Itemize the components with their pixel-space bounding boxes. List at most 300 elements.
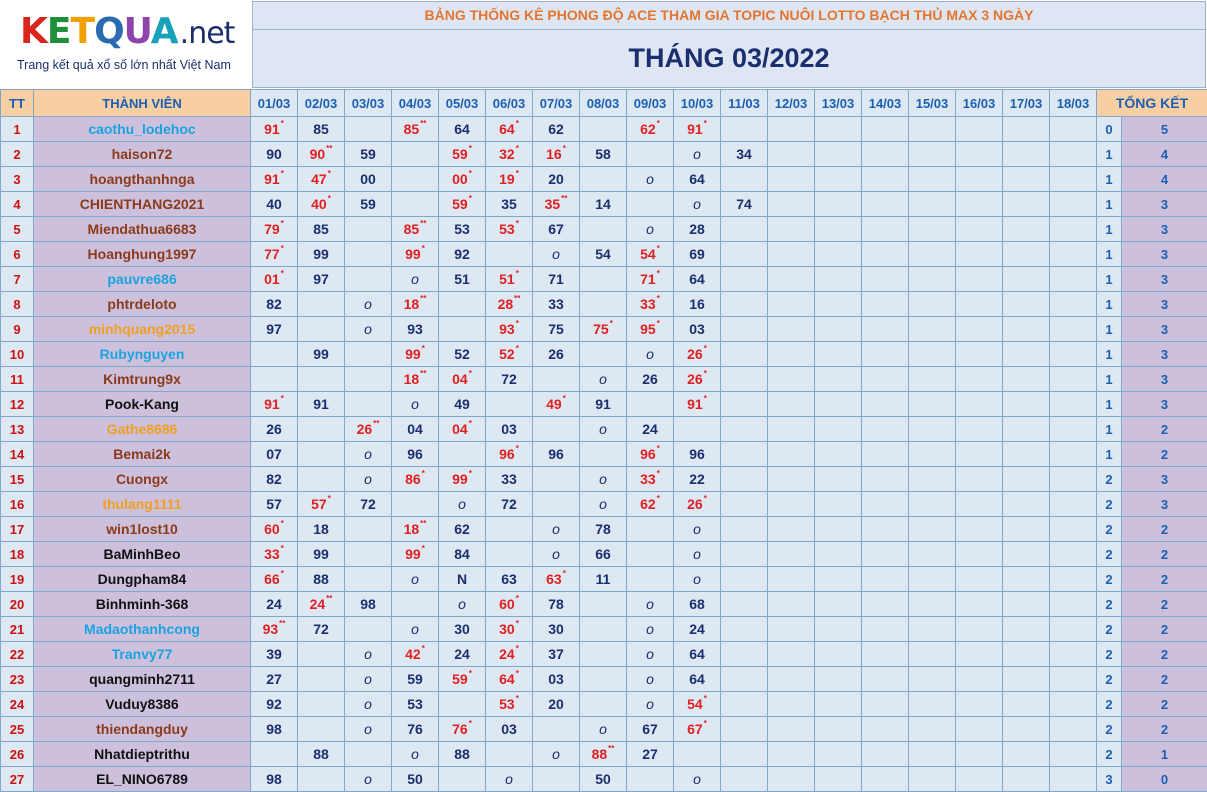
table-row (1, 292, 1207, 317)
col-header-day: 06/03 (486, 90, 533, 117)
member-name: Hoanghung1997 (34, 242, 251, 267)
day-cell: 42* (392, 642, 439, 667)
day-cell (721, 167, 768, 192)
summary-first: 1 (1097, 142, 1122, 167)
summary-first: 3 (1097, 767, 1122, 792)
day-cell (862, 592, 909, 617)
day-cell (1050, 517, 1097, 542)
day-cell (1003, 567, 1050, 592)
day-cell: o (580, 492, 627, 517)
day-cell: 96* (486, 442, 533, 467)
day-cell (815, 442, 862, 467)
day-cell: 01* (251, 267, 298, 292)
day-cell (1003, 142, 1050, 167)
summary-first: 1 (1097, 417, 1122, 442)
day-cell (251, 367, 298, 392)
day-cell (862, 342, 909, 367)
day-cell: o (580, 367, 627, 392)
day-cell (956, 692, 1003, 717)
day-cell (768, 292, 815, 317)
col-header-day: 09/03 (627, 90, 674, 117)
day-cell (956, 442, 1003, 467)
day-cell: 62* (627, 492, 674, 517)
day-cell (768, 267, 815, 292)
day-cell: 64* (486, 117, 533, 142)
day-cell (768, 542, 815, 567)
day-cell: o (580, 717, 627, 742)
day-cell (862, 392, 909, 417)
summary-second: 2 (1122, 617, 1207, 642)
summary-first: 1 (1097, 367, 1122, 392)
day-cell (721, 467, 768, 492)
day-cell: 59 (345, 192, 392, 217)
day-cell (909, 242, 956, 267)
summary-first: 2 (1097, 742, 1122, 767)
day-cell (721, 617, 768, 642)
summary-second: 3 (1122, 217, 1207, 242)
day-cell: 66* (251, 567, 298, 592)
day-cell (439, 767, 486, 792)
day-cell: 51* (486, 267, 533, 292)
day-cell: 28** (486, 292, 533, 317)
day-cell (909, 342, 956, 367)
day-cell: 39 (251, 642, 298, 667)
day-cell: 64 (674, 267, 721, 292)
summary-first: 2 (1097, 717, 1122, 742)
day-cell (909, 267, 956, 292)
day-cell: 24 (674, 617, 721, 642)
day-cell (768, 492, 815, 517)
day-cell (815, 417, 862, 442)
day-cell: o (533, 742, 580, 767)
day-cell: 58 (580, 142, 627, 167)
summary-second: 2 (1122, 592, 1207, 617)
day-cell (815, 117, 862, 142)
day-cell (345, 342, 392, 367)
day-cell: 85** (392, 117, 439, 142)
summary-first: 1 (1097, 442, 1122, 467)
member-name: Nhatdieptrithu (34, 742, 251, 767)
day-cell (768, 592, 815, 617)
day-cell (721, 317, 768, 342)
day-cell: o (674, 517, 721, 542)
day-cell (768, 642, 815, 667)
day-cell (862, 492, 909, 517)
day-cell (768, 167, 815, 192)
day-cell: 18** (392, 367, 439, 392)
day-cell: o (486, 767, 533, 792)
day-cell: 92 (251, 692, 298, 717)
day-cell (1003, 342, 1050, 367)
day-cell (815, 767, 862, 792)
day-cell: o (580, 417, 627, 442)
member-name: Tranvy77 (34, 642, 251, 667)
day-cell (862, 117, 909, 142)
summary-second: 0 (1122, 767, 1207, 792)
day-cell (580, 342, 627, 367)
summary-second: 2 (1122, 517, 1207, 542)
table-row (1, 167, 1207, 192)
member-name: Vuduy8386 (34, 692, 251, 717)
day-cell: 96* (627, 442, 674, 467)
day-cell: 53* (486, 217, 533, 242)
day-cell: o (627, 667, 674, 692)
day-cell (1003, 117, 1050, 142)
day-cell: o (392, 267, 439, 292)
day-cell (815, 492, 862, 517)
day-cell (345, 567, 392, 592)
day-cell: 34 (721, 142, 768, 167)
day-cell: 96 (674, 442, 721, 467)
day-cell (909, 642, 956, 667)
day-cell: 19* (486, 167, 533, 192)
month-title: THÁNG 03/2022 (252, 30, 1206, 88)
day-cell (580, 642, 627, 667)
logo-tagline: Trang kết quả xổ số lớn nhất Việt Nam (17, 58, 231, 72)
day-cell: 26 (533, 342, 580, 367)
col-header-day: 16/03 (956, 90, 1003, 117)
day-cell: 57 (251, 492, 298, 517)
day-cell (345, 742, 392, 767)
summary-first: 1 (1097, 167, 1122, 192)
member-name: haison72 (34, 142, 251, 167)
day-cell (956, 217, 1003, 242)
day-cell (721, 217, 768, 242)
day-cell (345, 617, 392, 642)
day-cell (392, 142, 439, 167)
day-cell: o (392, 617, 439, 642)
summary-second: 2 (1122, 642, 1207, 667)
day-cell (768, 442, 815, 467)
row-number: 15 (1, 467, 34, 492)
day-cell: 26** (345, 417, 392, 442)
day-cell (721, 117, 768, 142)
day-cell (956, 667, 1003, 692)
summary-first: 1 (1097, 192, 1122, 217)
day-cell: o (533, 242, 580, 267)
day-cell (1003, 642, 1050, 667)
day-cell (768, 342, 815, 367)
summary-second: 3 (1122, 192, 1207, 217)
col-header-summary: TỔNG KẾT (1097, 90, 1207, 117)
row-number: 18 (1, 542, 34, 567)
row-number: 17 (1, 517, 34, 542)
day-cell: 99* (392, 342, 439, 367)
day-cell: 97 (251, 317, 298, 342)
day-cell (1050, 117, 1097, 142)
day-cell (956, 492, 1003, 517)
summary-second: 3 (1122, 292, 1207, 317)
row-number: 22 (1, 642, 34, 667)
day-cell: o (627, 692, 674, 717)
day-cell (1003, 617, 1050, 642)
day-cell (580, 617, 627, 642)
day-cell: 24** (298, 592, 345, 617)
day-cell: 96 (392, 442, 439, 467)
day-cell (1003, 767, 1050, 792)
table-row (1, 142, 1207, 167)
col-header-day: 05/03 (439, 90, 486, 117)
day-cell: o (674, 192, 721, 217)
day-cell: 04* (439, 367, 486, 392)
day-cell (439, 317, 486, 342)
member-name: minhquang2015 (34, 317, 251, 342)
day-cell (345, 542, 392, 567)
day-cell: 60* (486, 592, 533, 617)
day-cell (862, 567, 909, 592)
day-cell (721, 692, 768, 717)
summary-second: 3 (1122, 367, 1207, 392)
member-name: Rubynguyen (34, 342, 251, 367)
day-cell: o (345, 467, 392, 492)
day-cell (862, 292, 909, 317)
day-cell: 24 (439, 642, 486, 667)
summary-second: 2 (1122, 442, 1207, 467)
summary-first: 2 (1097, 492, 1122, 517)
day-cell: 59 (345, 142, 392, 167)
day-cell (862, 617, 909, 642)
col-header-day: 12/03 (768, 90, 815, 117)
day-cell: 92 (439, 242, 486, 267)
row-number: 12 (1, 392, 34, 417)
day-cell (862, 542, 909, 567)
table-row (1, 517, 1207, 542)
summary-second: 3 (1122, 467, 1207, 492)
member-name: BaMinhBeo (34, 542, 251, 567)
col-header-day: 13/03 (815, 90, 862, 117)
day-cell (768, 767, 815, 792)
member-name: thulang1111 (34, 492, 251, 517)
day-cell (298, 317, 345, 342)
day-cell (1050, 417, 1097, 442)
day-cell: o (439, 492, 486, 517)
day-cell: 51 (439, 267, 486, 292)
day-cell (345, 117, 392, 142)
day-cell (345, 242, 392, 267)
day-cell: 98 (251, 767, 298, 792)
day-cell: 20 (533, 167, 580, 192)
day-cell: 63 (486, 567, 533, 592)
day-cell (909, 592, 956, 617)
summary-first: 1 (1097, 217, 1122, 242)
summary-first: 2 (1097, 617, 1122, 642)
day-cell: 90** (298, 142, 345, 167)
col-header-day: 01/03 (251, 90, 298, 117)
day-cell (956, 142, 1003, 167)
day-cell (909, 217, 956, 242)
col-header-tt: TT (1, 90, 34, 117)
day-cell: 18 (298, 517, 345, 542)
day-cell: 30 (439, 617, 486, 642)
day-cell (815, 542, 862, 567)
day-cell: 24 (251, 592, 298, 617)
day-cell (721, 267, 768, 292)
summary-first: 1 (1097, 242, 1122, 267)
col-header-day: 04/03 (392, 90, 439, 117)
day-cell (1003, 292, 1050, 317)
day-cell: 91* (251, 167, 298, 192)
day-cell (956, 342, 1003, 367)
day-cell (1050, 217, 1097, 242)
day-cell (721, 592, 768, 617)
day-cell (1050, 267, 1097, 292)
day-cell: 64 (439, 117, 486, 142)
day-cell (909, 292, 956, 317)
day-cell: 68 (674, 592, 721, 617)
row-number: 11 (1, 367, 34, 392)
day-cell (439, 442, 486, 467)
day-cell: 88** (580, 742, 627, 767)
day-cell (815, 192, 862, 217)
col-header-day: 07/03 (533, 90, 580, 117)
day-cell (627, 517, 674, 542)
day-cell (862, 767, 909, 792)
day-cell (580, 292, 627, 317)
day-cell: 03 (486, 717, 533, 742)
row-number: 5 (1, 217, 34, 242)
day-cell (909, 367, 956, 392)
day-cell (674, 742, 721, 767)
row-number: 8 (1, 292, 34, 317)
day-cell (862, 167, 909, 192)
summary-second: 5 (1122, 117, 1207, 142)
day-cell (486, 542, 533, 567)
day-cell: o (345, 692, 392, 717)
summary-first: 2 (1097, 692, 1122, 717)
day-cell (815, 267, 862, 292)
table-row (1, 717, 1207, 742)
day-cell: 40 (251, 192, 298, 217)
table-row (1, 667, 1207, 692)
day-cell (956, 192, 1003, 217)
day-cell: o (674, 567, 721, 592)
day-cell (721, 367, 768, 392)
day-cell (1003, 717, 1050, 742)
day-cell (580, 592, 627, 617)
day-cell (1003, 417, 1050, 442)
day-cell (909, 767, 956, 792)
day-cell (909, 492, 956, 517)
day-cell (956, 717, 1003, 742)
member-name: Gathe8686 (34, 417, 251, 442)
member-name: phtrdeloto (34, 292, 251, 317)
day-cell (298, 417, 345, 442)
day-cell (1050, 717, 1097, 742)
day-cell (815, 642, 862, 667)
day-cell (815, 317, 862, 342)
day-cell (298, 442, 345, 467)
day-cell: 77* (251, 242, 298, 267)
day-cell: 33 (533, 292, 580, 317)
day-cell (627, 392, 674, 417)
day-cell (768, 192, 815, 217)
summary-second: 2 (1122, 717, 1207, 742)
day-cell: 99* (392, 542, 439, 567)
day-cell: 47* (298, 167, 345, 192)
day-cell: 72 (486, 367, 533, 392)
table-row (1, 417, 1207, 442)
day-cell: o (674, 767, 721, 792)
day-cell: 98 (251, 717, 298, 742)
day-cell: 93 (392, 317, 439, 342)
summary-first: 1 (1097, 267, 1122, 292)
ketqua-logo[interactable] (0, 0, 250, 88)
summary-second: 2 (1122, 542, 1207, 567)
day-cell: 64 (674, 642, 721, 667)
day-cell: 93** (251, 617, 298, 642)
day-cell (1003, 217, 1050, 242)
day-cell (580, 217, 627, 242)
day-cell (815, 517, 862, 542)
day-cell: 50 (580, 767, 627, 792)
day-cell (721, 567, 768, 592)
day-cell (721, 417, 768, 442)
day-cell (1003, 592, 1050, 617)
day-cell: 18** (392, 292, 439, 317)
day-cell (392, 492, 439, 517)
day-cell (956, 542, 1003, 567)
day-cell: 82 (251, 292, 298, 317)
day-cell: o (674, 142, 721, 167)
day-cell (909, 142, 956, 167)
col-header-day: 03/03 (345, 90, 392, 117)
day-cell (1050, 342, 1097, 367)
row-number: 26 (1, 742, 34, 767)
day-cell: 26* (674, 492, 721, 517)
day-cell: 99 (298, 242, 345, 267)
member-name: win1lost10 (34, 517, 251, 542)
member-name: Bemai2k (34, 442, 251, 467)
day-cell (768, 692, 815, 717)
day-cell: 78 (533, 592, 580, 617)
day-cell (956, 617, 1003, 642)
day-cell (956, 117, 1003, 142)
day-cell: 03 (486, 417, 533, 442)
day-cell (768, 717, 815, 742)
day-cell: 96 (533, 442, 580, 467)
day-cell: 16* (533, 142, 580, 167)
day-cell (1050, 392, 1097, 417)
header-row (1, 90, 1207, 117)
day-cell (1003, 192, 1050, 217)
day-cell (768, 242, 815, 267)
day-cell: 91* (674, 392, 721, 417)
day-cell: 59* (439, 142, 486, 167)
member-name: Cuongx (34, 467, 251, 492)
day-cell (768, 317, 815, 342)
table-row (1, 467, 1207, 492)
day-cell: 54 (580, 242, 627, 267)
day-cell (533, 367, 580, 392)
day-cell: 33* (251, 542, 298, 567)
table-row (1, 217, 1207, 242)
member-name: Pook-Kang (34, 392, 251, 417)
table-row (1, 567, 1207, 592)
summary-second: 3 (1122, 342, 1207, 367)
col-header-member: THÀNH VIÊN (34, 90, 251, 117)
day-cell (1050, 192, 1097, 217)
day-cell: 85** (392, 217, 439, 242)
day-cell (721, 767, 768, 792)
day-cell: 74 (721, 192, 768, 217)
day-cell: 03 (533, 667, 580, 692)
table-row (1, 692, 1207, 717)
day-cell: o (345, 667, 392, 692)
day-cell: o (533, 517, 580, 542)
day-cell: 27 (251, 667, 298, 692)
day-cell (815, 467, 862, 492)
day-cell (1003, 367, 1050, 392)
